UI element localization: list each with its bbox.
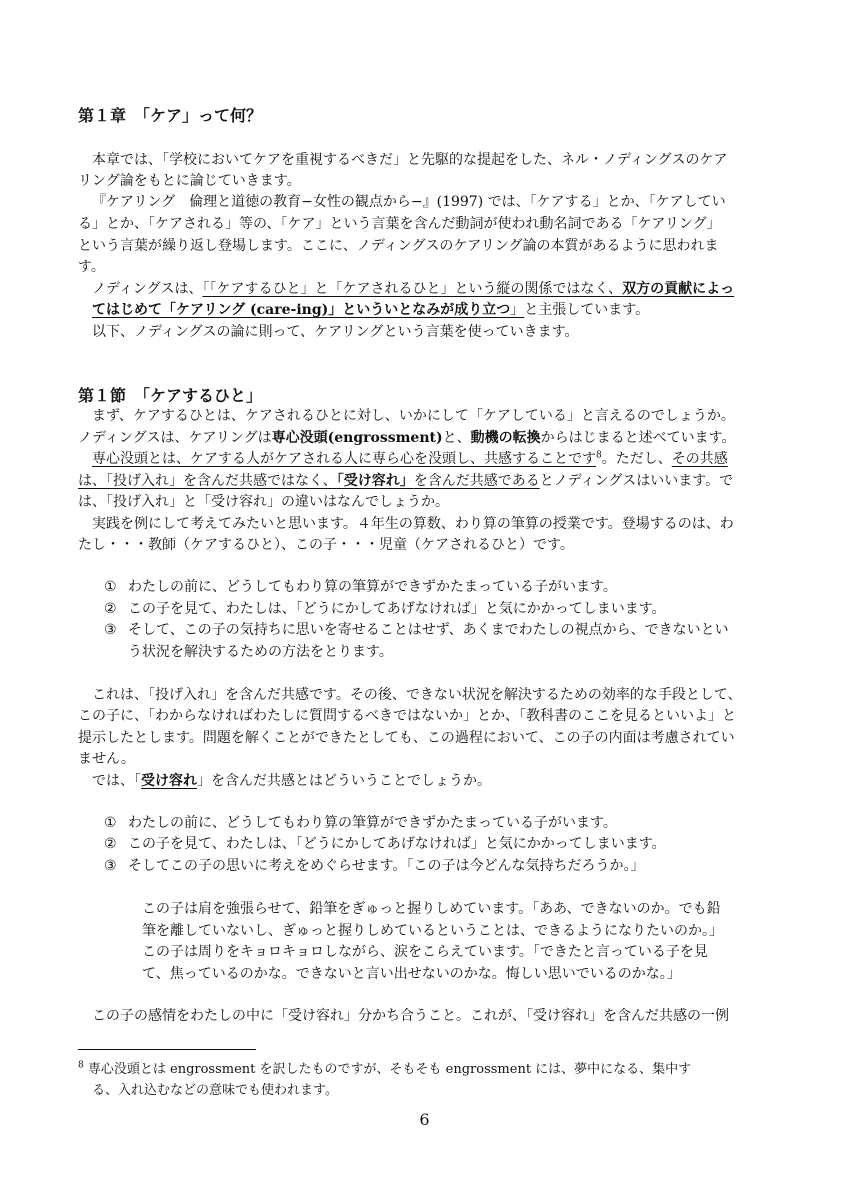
section-line [78, 428, 778, 448]
section-line [78, 449, 792, 469]
list-number: ① [104, 579, 117, 595]
quote-line: て、焦っているのかな。できないと言い出せないのかな。悔しい思いでいるのかな。」 [142, 966, 681, 982]
list-item [104, 813, 617, 833]
intro-line [78, 279, 792, 299]
intro-line: 『ケアリング 倫理と道徳の教育−女性の観点から−』(1997) では、「ケアする」とか、「ケアしてい [92, 194, 726, 210]
section-line: まず、ケアするひとは、ケアされるひとに対し、いかにして「ケアしている」と言えるのでしょうか。 [92, 408, 735, 424]
list-item [104, 856, 644, 876]
underlined-quote: 「「ケアするひと」と「ケアされるひと」という縦の関係ではなく、 [202, 281, 623, 297]
quote-line: この子は周りをキョロキョロしながら、涙をこらえています。「できたと言っている子を見 [142, 944, 708, 960]
section-line [78, 471, 778, 491]
underlined-text: は、「投げ入れ」を含んだ共感ではなく、 [78, 473, 337, 489]
text-span: とノディングスはいいます。で [539, 473, 734, 489]
underlined-text: 専心没頭とは、ケアする人がケアされる人に専ら心を没頭し、共感することです [92, 451, 596, 467]
list-item [104, 834, 666, 854]
emphasized-quote: 双方の貢献によっ [622, 281, 735, 297]
list-number: ③ [104, 858, 117, 874]
list-text: わたしの前に、どうしてもわり算の筆算ができずかたまっている子がいます。 [128, 815, 617, 831]
text-span: ノディングスは、ケアリングは [78, 430, 272, 446]
chapter-title: 第１章 「ケア」って何？ [78, 106, 263, 125]
list-text: そして、この子の気持ちに思いを寄せることはせず、あくまでわたしの視点から、できないとい [128, 622, 729, 638]
paragraph-line: この子の感情をわたしの中に「受け容れ」分かち合うこと。これが、「受け容れ」を含んだ共感の一例 [92, 1008, 729, 1024]
bold-term: 動機の転換 [470, 430, 541, 446]
list-item [104, 620, 729, 640]
emphasized-quote: てはじめて「ケアリング (care-ing)」といういとなみが成り立つ [92, 302, 511, 318]
text-span: ノディングスは、 [92, 281, 203, 297]
intro-line: 本章では、「学校においてケアを重視するべきだ」と先駆的な提起をした、ネル・ノディングスのケア [92, 152, 728, 168]
text-span: 。ただし、 [601, 451, 672, 467]
section-line: は、「投げ入れ」と「受け容れ」の違いはなんでしょうか。 [78, 494, 449, 510]
paragraph-line: 提示したとします。問題を解くことができたとしても、この過程において、この子の内面は考慮されてい [78, 730, 735, 746]
paragraph-line: これは、「投げ入れ」を含んだ共感です。その後、できない状況を解決するための効率的な手段として、 [92, 687, 742, 703]
quote-line: この子は肩を強張らせて、鉛筆をぎゅっと握りしめています。「ああ、できないのか。でも鉛 [142, 901, 721, 917]
paragraph-line: この子に、「わからなければわたしに質問するべきではないか」とか、「教科書のここを見るといいよ」と [78, 708, 736, 724]
emphasized-term: 「受け容れ」 [336, 473, 414, 489]
footnote-text: 専心没頭とは engrossment を訳したものですが、そもそも engrossment には、夢中になる、集中す [87, 1062, 692, 1077]
list-item [104, 577, 617, 597]
bold-term: 専心没頭(engrossment) [271, 430, 443, 446]
section-line: 実践を例にして考えてみたいと思います。４年生の算数、わり算の筆算の授業です。登場するのは、わ [92, 516, 734, 532]
footnote-number: 8 [78, 1060, 84, 1071]
list-text: わたしの前に、どうしてもわり算の筆算ができずかたまっている子がいます。 [128, 579, 617, 595]
text-span: からはじまると述べています。 [540, 430, 736, 446]
page-number: 6 [419, 1110, 430, 1129]
list-item-continuation: う状況を解決するための方法をとります。 [128, 644, 393, 660]
intro-line: る」とか、「ケアされる」等の、「ケア」という言葉を含んだ動詞が使われ動名詞である「ケアリング」 [78, 216, 721, 232]
intro-line: という言葉が繰り返し登場します。ここに、ノディングスのケアリング論の本質があるように思われま [78, 238, 719, 254]
underlined-text: を含んだ共感である [413, 473, 540, 489]
text-span: では、「 [92, 773, 141, 789]
quote-line: 筆を離していないし、ぎゅっと握りしめているということは、できるようになりたいのか。」 [142, 923, 723, 939]
list-text: この子を見て、わたしは、「どうにかしてあげなければ」と気にかかってしまいます。 [128, 836, 666, 852]
intro-line [78, 300, 792, 320]
paragraph-line: ません。 [78, 751, 135, 767]
list-number: ② [104, 836, 117, 852]
footnote-divider [78, 1049, 256, 1050]
list-text: そしてこの子の思いに考えをめぐらせます。「この子は今どんな気持ちだろうか。」 [128, 858, 645, 874]
list-item [104, 599, 666, 619]
text-span: と、 [442, 430, 471, 446]
text-span: と主張しています。 [524, 302, 650, 318]
footnote-ref: 8 [596, 450, 602, 461]
list-number: ③ [104, 622, 117, 638]
footnote-line: る、入れ込むなどの意味でも使われます。 [92, 1083, 338, 1098]
emphasized-term: 受け容れ [141, 773, 197, 789]
underlined-text: その共感 [671, 451, 728, 467]
underlined-quote: 」 [510, 302, 525, 318]
section-line: たし・・・教師（ケアするひと）、この子・・・児童（ケアされるひと）です。 [78, 537, 574, 553]
intro-line: リング論をもとに論じていきます。 [78, 173, 301, 189]
list-number: ① [104, 815, 117, 831]
paragraph-line [78, 771, 792, 791]
intro-line: 以下、ノディングスの論に則って、ケアリングという言葉を使っていきます。 [92, 324, 579, 340]
text-span: 」を含んだ共感とはどういうことでしょうか。 [197, 773, 491, 789]
intro-line: す。 [78, 259, 105, 275]
footnote [78, 1060, 691, 1079]
list-number: ② [104, 601, 117, 617]
list-text: この子を見て、わたしは、「どうにかしてあげなければ」と気にかかってしまいます。 [128, 601, 666, 617]
section-title: 第１節 「ケアするひと」 [78, 386, 263, 405]
